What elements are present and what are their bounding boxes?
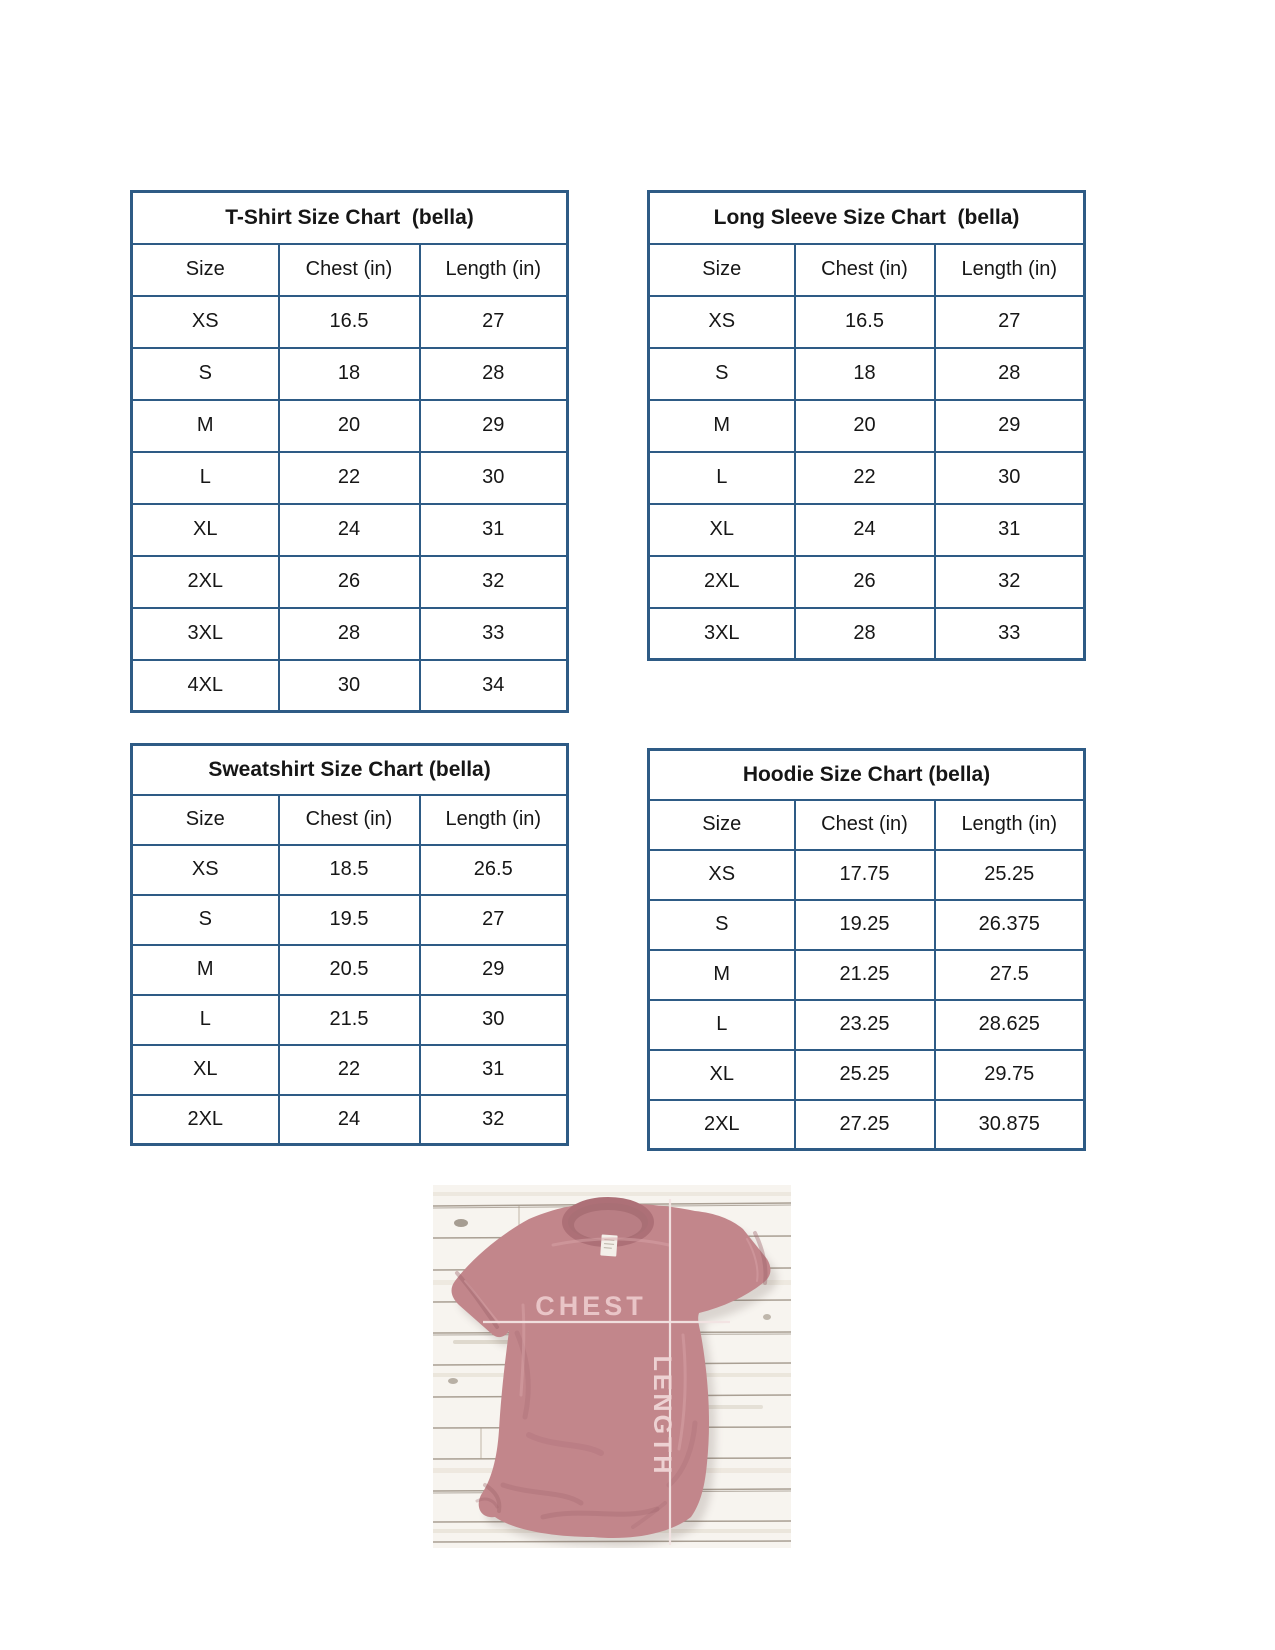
table-row (649, 850, 1085, 900)
cell: 23.25 (795, 1000, 935, 1050)
sweatshirt-table-title: Sweatshirt Size Chart (bella) (132, 745, 568, 795)
cell: 24 (279, 1095, 420, 1145)
table-row (649, 1000, 1085, 1050)
cell: 29 (935, 400, 1085, 452)
sweatshirt-size-table (130, 743, 569, 1146)
cell: S (649, 900, 795, 950)
hoodie-table-header-row (649, 800, 1085, 850)
cell: XS (649, 296, 795, 348)
column-header: Length (in) (420, 795, 568, 845)
cell: 2XL (132, 556, 279, 608)
cell: S (132, 348, 279, 400)
table-row (649, 608, 1085, 660)
cell: 28 (935, 348, 1085, 400)
cell: 19.5 (279, 895, 420, 945)
cell: 20.5 (279, 945, 420, 995)
table-row (132, 400, 568, 452)
cell: 32 (420, 556, 568, 608)
cell: 17.75 (795, 850, 935, 900)
hoodie-size-table (647, 748, 1086, 1151)
table-row (132, 1045, 568, 1095)
table-row (649, 296, 1085, 348)
table-row (132, 845, 568, 895)
table-row (649, 400, 1085, 452)
length-label: LENGTH (648, 1355, 676, 1477)
cell: 34 (420, 660, 568, 712)
cell: 27.5 (935, 950, 1085, 1000)
table-row (649, 950, 1085, 1000)
longsleeve-table-title: Long Sleeve Size Chart (bella) (649, 192, 1085, 244)
column-header: Size (649, 244, 795, 296)
cell: 18 (279, 348, 420, 400)
cell: 28 (279, 608, 420, 660)
cell: S (132, 895, 279, 945)
cell: 21.5 (279, 995, 420, 1045)
hoodie-table-title-row (649, 750, 1085, 800)
cell: M (132, 400, 279, 452)
column-header: Chest (in) (279, 795, 420, 845)
cell: XL (649, 504, 795, 556)
table-row (649, 504, 1085, 556)
cell: 24 (795, 504, 935, 556)
cell: 27 (420, 895, 568, 945)
tshirt-measurement-photo (433, 1185, 791, 1548)
table-row (132, 1095, 568, 1145)
cell: 18.5 (279, 845, 420, 895)
cell: 2XL (649, 556, 795, 608)
cell: 25.25 (935, 850, 1085, 900)
table-row (132, 660, 568, 712)
sweatshirt-table-header-row (132, 795, 568, 845)
cell: 31 (420, 504, 568, 556)
cell: 25.25 (795, 1050, 935, 1100)
table-row (649, 900, 1085, 950)
cell: XL (649, 1050, 795, 1100)
column-header: Length (in) (935, 800, 1085, 850)
table-row (649, 452, 1085, 504)
cell: 26.375 (935, 900, 1085, 950)
cell: 32 (420, 1095, 568, 1145)
cell: 30 (935, 452, 1085, 504)
cell: 19.25 (795, 900, 935, 950)
cell: 29 (420, 945, 568, 995)
cell: XL (132, 1045, 279, 1095)
tshirt-size-table (130, 190, 569, 713)
column-header: Chest (in) (795, 800, 935, 850)
cell: 22 (795, 452, 935, 504)
cell: 28 (795, 608, 935, 660)
cell: 28 (420, 348, 568, 400)
cell: 22 (279, 1045, 420, 1095)
longsleeve-table-body (649, 296, 1085, 660)
cell: 29.75 (935, 1050, 1085, 1100)
cell: 2XL (649, 1100, 795, 1150)
cell: 30 (420, 995, 568, 1045)
hoodie-table-body (649, 850, 1085, 1150)
longsleeve-table-title-row (649, 192, 1085, 244)
column-header: Size (649, 800, 795, 850)
chest-label: CHEST (535, 1291, 647, 1321)
cell: 20 (279, 400, 420, 452)
table-row (132, 348, 568, 400)
tshirt-table-header-row (132, 244, 568, 296)
cell: 24 (279, 504, 420, 556)
sweatshirt-table-body (132, 845, 568, 1145)
table-row (649, 556, 1085, 608)
tshirt-table-body (132, 296, 568, 712)
table-row (132, 608, 568, 660)
cell: 30 (420, 452, 568, 504)
cell: 27.25 (795, 1100, 935, 1150)
column-header: Length (in) (420, 244, 568, 296)
cell: XS (132, 296, 279, 348)
cell: 26.5 (420, 845, 568, 895)
table-row (132, 556, 568, 608)
cell: 22 (279, 452, 420, 504)
cell: 3XL (132, 608, 279, 660)
tshirt-table-title-row (132, 192, 568, 244)
cell: M (649, 950, 795, 1000)
cell: 16.5 (279, 296, 420, 348)
table-row (132, 895, 568, 945)
cell: L (132, 452, 279, 504)
tshirt-table-title: T-Shirt Size Chart (bella) (132, 192, 568, 244)
cell: 27 (420, 296, 568, 348)
cell: 4XL (132, 660, 279, 712)
column-header: Chest (in) (279, 244, 420, 296)
table-row (132, 452, 568, 504)
cell: 26 (279, 556, 420, 608)
cell: 28.625 (935, 1000, 1085, 1050)
table-row (649, 1100, 1085, 1150)
cell: M (649, 400, 795, 452)
cell: 21.25 (795, 950, 935, 1000)
sweatshirt-table-title-row (132, 745, 568, 795)
table-row (132, 296, 568, 348)
cell: L (649, 452, 795, 504)
cell: 29 (420, 400, 568, 452)
cell: 26 (795, 556, 935, 608)
column-header: Size (132, 244, 279, 296)
cell: 2XL (132, 1095, 279, 1145)
cell: 30.875 (935, 1100, 1085, 1150)
table-row (649, 1050, 1085, 1100)
cell: 32 (935, 556, 1085, 608)
table-row (132, 504, 568, 556)
cell: XL (132, 504, 279, 556)
cell: 16.5 (795, 296, 935, 348)
cell: XS (649, 850, 795, 900)
longsleeve-table-header-row (649, 244, 1085, 296)
cell: M (132, 945, 279, 995)
cell: S (649, 348, 795, 400)
cell: 31 (420, 1045, 568, 1095)
table-row (649, 348, 1085, 400)
column-header: Chest (in) (795, 244, 935, 296)
cell: 3XL (649, 608, 795, 660)
longsleeve-size-table (647, 190, 1086, 661)
cell: L (649, 1000, 795, 1050)
table-row (132, 945, 568, 995)
cell: 30 (279, 660, 420, 712)
cell: 27 (935, 296, 1085, 348)
cell: 33 (420, 608, 568, 660)
cell: XS (132, 845, 279, 895)
table-row (132, 995, 568, 1045)
cell: 31 (935, 504, 1085, 556)
hoodie-table-title: Hoodie Size Chart (bella) (649, 750, 1085, 800)
cell: 33 (935, 608, 1085, 660)
cell: 18 (795, 348, 935, 400)
cell: L (132, 995, 279, 1045)
column-header: Size (132, 795, 279, 845)
column-header: Length (in) (935, 244, 1085, 296)
cell: 20 (795, 400, 935, 452)
